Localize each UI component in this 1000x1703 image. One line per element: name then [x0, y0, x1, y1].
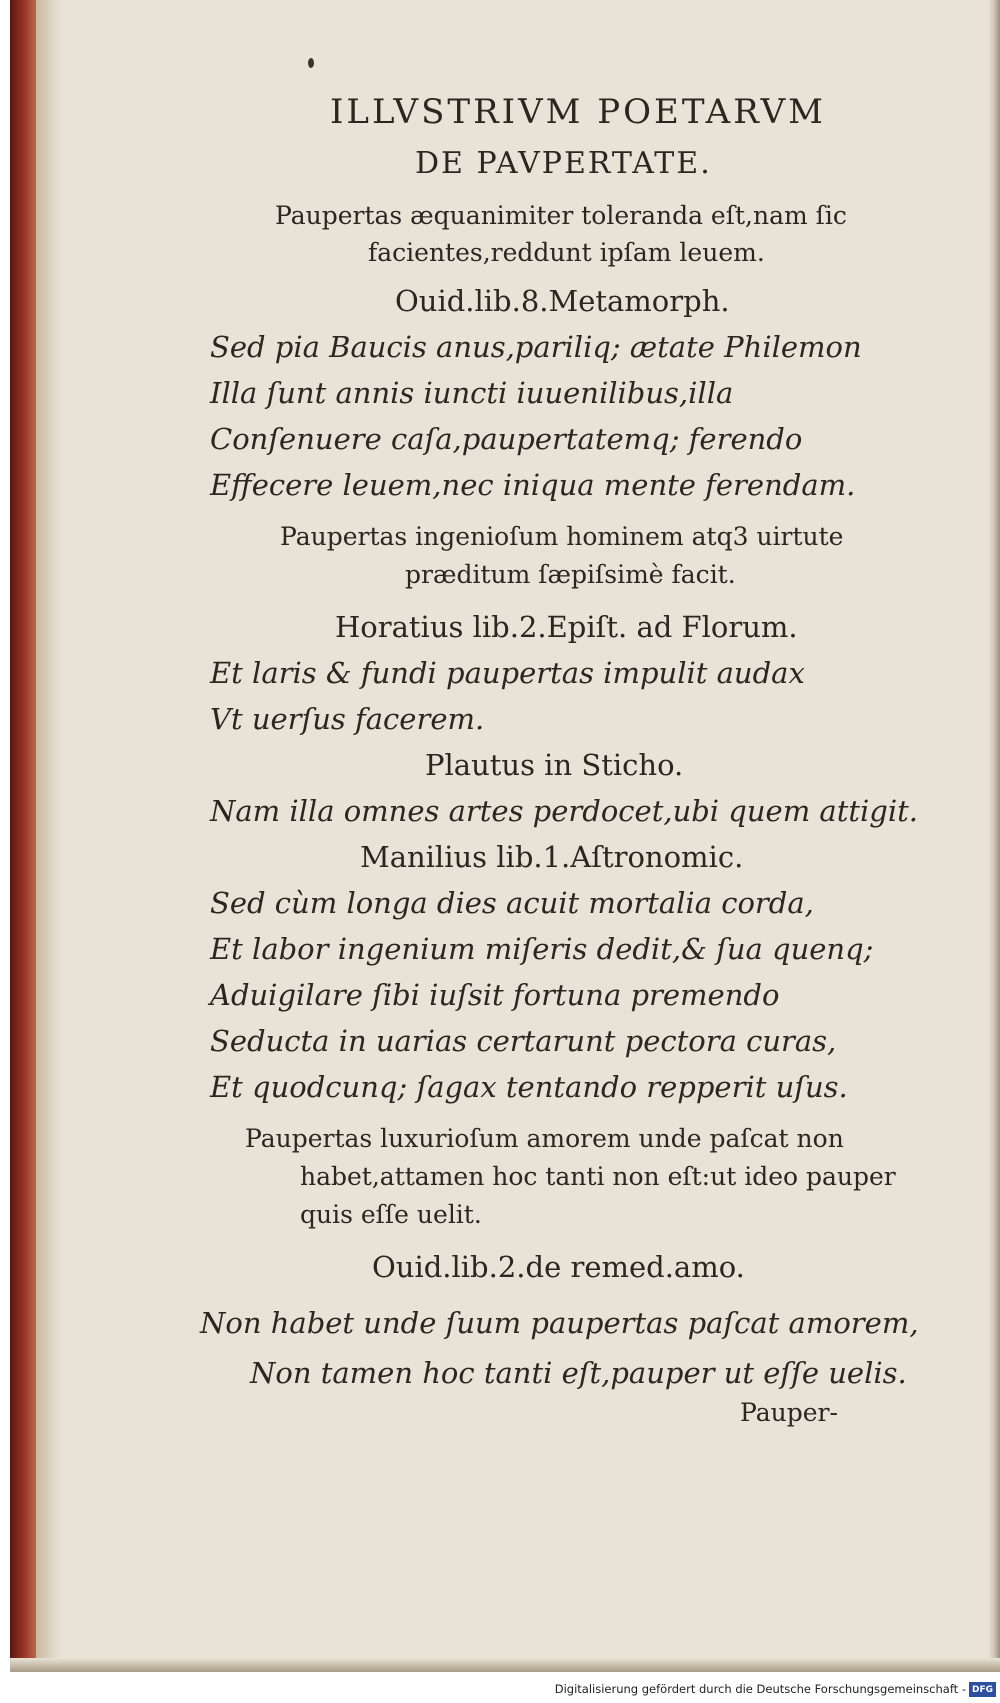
lemma-line: quis eſſe uelit. — [300, 1200, 482, 1229]
verse-line: Sed cùm longa dies acuit mortalia corda, — [210, 886, 814, 920]
verse-line: Conſenuere caſa,paupertatemq; ferendo — [210, 422, 803, 456]
source-line: Ouid.lib.8.Metamorph. — [395, 284, 730, 318]
verse-line: Illa ſunt annis iuncti iuuenilibus,illa — [210, 376, 734, 410]
lemma-line: Paupertas æquanimiter toleranda eſt,nam ſic — [275, 201, 847, 230]
verse-line: Vt uerſus facerem. — [210, 702, 485, 736]
verse-line: Sed pia Baucis anus,pariliq; ætate Philemon — [210, 330, 862, 364]
lemma-line: habet,attamen hoc tanti non eſt:ut ideo pauper — [300, 1162, 896, 1191]
verse-line: Et laris & fundi paupertas impulit audax — [210, 656, 805, 690]
verse-line: Nam illa omnes artes perdocet,ubi quem attigit. — [210, 794, 919, 828]
verse-line: Et quodcunq; ſagax tentando repperit uſus. — [210, 1070, 848, 1104]
verse-line: Et labor ingenium miſeris dedit,& ſua quenq; — [210, 932, 874, 966]
source-line: Manilius lib.1.Aſtronomic. — [360, 840, 744, 874]
verse-line: Non tamen hoc tanti eſt,pauper ut eſſe uelis. — [250, 1356, 907, 1390]
verse-line: Aduigilare ſibi iuſsit fortuna premendo — [210, 978, 780, 1012]
verse-line: Seducta in uarias certarunt pectora curas, — [210, 1024, 837, 1058]
source-line: Ouid.lib.2.de remed.amo. — [372, 1250, 745, 1284]
source-line: Horatius lib.2.Epiſt. ad Florum. — [335, 610, 798, 644]
lemma-line: Paupertas luxurioſum amorem unde paſcat non — [245, 1124, 844, 1153]
ink-mark — [308, 58, 314, 68]
source-line: Plautus in Sticho. — [425, 748, 684, 782]
footer-credit: Digitalisierung gefördert durch die Deutsche Forschungsgemeinschaft - — [554, 1682, 966, 1696]
dfg-logo: DFG — [969, 1682, 996, 1697]
page-heading-line-1: ILLVSTRIVM POETARVM — [330, 92, 826, 132]
lemma-line: facientes,reddunt ipſam leuem. — [368, 238, 765, 267]
verse-line: Effecere leuem,nec iniqua mente ferendam. — [210, 468, 856, 502]
lemma-line: præditum ſæpiſsimè facit. — [405, 560, 736, 589]
catchword: Pauper- — [740, 1398, 838, 1427]
page-text — [10, 0, 1000, 1672]
book-page — [10, 0, 1000, 1672]
verse-line: Non habet unde ſuum paupertas paſcat amorem, — [200, 1306, 919, 1340]
digitization-footer — [0, 1678, 1000, 1703]
page-heading-line-2: DE PAVPERTATE. — [415, 146, 712, 181]
lemma-line: Paupertas ingenioſum hominem atq3 uirtute — [280, 522, 844, 551]
